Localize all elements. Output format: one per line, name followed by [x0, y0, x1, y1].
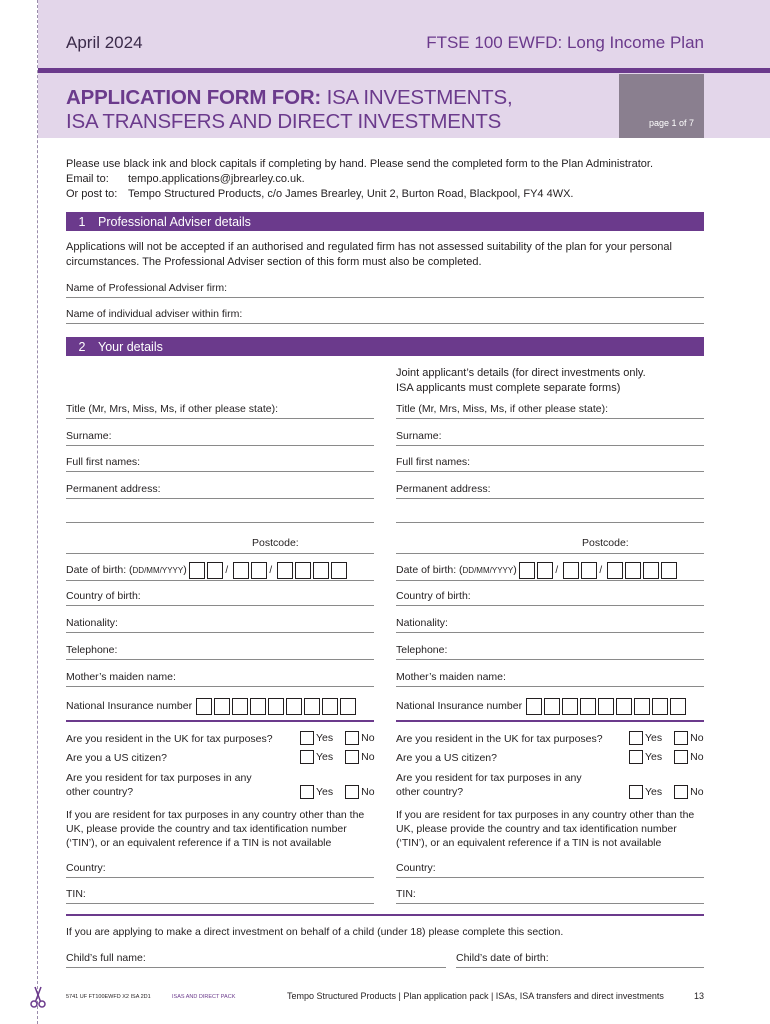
q-us-no-label: No [361, 751, 375, 763]
ni-box-7[interactable] [304, 698, 320, 715]
address-line-2[interactable] [66, 522, 374, 523]
email-label: Email to: [66, 173, 109, 185]
header-band [38, 68, 770, 73]
q-us-no-checkbox[interactable] [345, 750, 359, 764]
joint-country-of-birth-field[interactable]: Country of birth: [396, 589, 704, 606]
joint-dob-line [396, 580, 704, 581]
scissors-icon [30, 986, 46, 1008]
address-field[interactable]: Permanent address: [66, 482, 374, 499]
dob-day-box-2[interactable] [207, 562, 223, 579]
joint-tin-line3: (‘TIN’), or an equivalent reference if a TIN is not available [396, 837, 662, 849]
joint-ni-box-7[interactable] [634, 698, 650, 715]
joint-line2: ISA applicants must complete separate forms) [396, 382, 621, 394]
footer-company: Tempo Structured Products | Plan application pack | ISAs, ISA transfers and direct investments [287, 991, 664, 1001]
joint-q-us-yes-label: Yes [645, 751, 663, 763]
ni-box-1[interactable] [196, 698, 212, 715]
dob-year-box-4[interactable] [331, 562, 347, 579]
joint-q-other-options [629, 785, 704, 799]
ni-box-4[interactable] [250, 698, 266, 715]
joint-q-us-no-label: No [690, 751, 704, 763]
postcode-label: Postcode: [252, 537, 299, 549]
ni-number-field [66, 696, 356, 716]
ni-box-2[interactable] [214, 698, 230, 715]
dob-day-box-1[interactable] [189, 562, 205, 579]
section-2-bar [66, 337, 704, 356]
joint-applicant-heading [396, 366, 646, 396]
q-us-yes-checkbox[interactable] [300, 750, 314, 764]
q-other-yes-label: Yes [316, 786, 334, 798]
joint-line1: Joint applicant’s details (for direct investments only. [396, 367, 646, 379]
joint-dob-year-box-3[interactable] [643, 562, 659, 579]
email-address: tempo.applications@jbrearley.co.uk. [128, 173, 305, 185]
joint-surname-field[interactable]: Surname: [396, 429, 704, 446]
joint-tin-field[interactable]: TIN: [396, 887, 704, 904]
joint-address-line-2[interactable] [396, 522, 704, 523]
section-2-title: Your details [98, 339, 163, 354]
joint-dob-format: DD/MM/YYYY [462, 565, 514, 575]
joint-q-other-country [396, 771, 582, 799]
footer-code: 5741 UF FT100EWFD X2 ISA 2D1 [66, 994, 151, 1000]
dob-slash-1: / [225, 564, 229, 576]
joint-ni-label: National Insurance number [396, 700, 523, 712]
nationality-field[interactable]: Nationality: [66, 616, 374, 633]
dob-label: Date of birth: ( [66, 564, 133, 576]
joint-tin-instructions [396, 808, 708, 850]
joint-ni-box-8[interactable] [652, 698, 668, 715]
joint-tin-line2: UK, please provide the country and tax identification number [396, 823, 677, 835]
title-bold: APPLICATION FORM FOR: [66, 86, 322, 109]
joint-dob-day-box-2[interactable] [537, 562, 553, 579]
ni-label: National Insurance number [66, 700, 193, 712]
q-other-line1: Are you resident for tax purposes in any [66, 772, 252, 784]
joint-ni-box-6[interactable] [616, 698, 632, 715]
joint-q-other-line2: other country? [396, 786, 464, 798]
joint-q-other-no-label: No [690, 786, 704, 798]
tin-line1: If you are resident for tax purposes in any country other than the [66, 809, 365, 821]
q-other-no-checkbox[interactable] [345, 785, 359, 799]
surname-field[interactable]: Surname: [66, 429, 374, 446]
q-uk-yes-checkbox[interactable] [300, 731, 314, 745]
joint-dob-month-box-2[interactable] [581, 562, 597, 579]
child-dob-field[interactable]: Child’s date of birth: [456, 951, 704, 968]
post-address: Tempo Structured Products, c/o James Brearley, Unit 2, Burton Road, Blackpool, FY4 4WX. [128, 188, 574, 200]
joint-dob-year-box-2[interactable] [625, 562, 641, 579]
page-number-box [619, 74, 704, 138]
joint-q-us-citizen: Are you a US citizen? [396, 752, 497, 764]
adviser-firm-field[interactable]: Name of Professional Adviser firm: [66, 281, 704, 298]
joint-dob-month-box-1[interactable] [563, 562, 579, 579]
q-other-country [66, 771, 252, 799]
joint-ni-box-3[interactable] [562, 698, 578, 715]
dob-slash-2: / [269, 564, 273, 576]
ni-box-3[interactable] [232, 698, 248, 715]
joint-dob-year-box-4[interactable] [661, 562, 677, 579]
tin-field[interactable]: TIN: [66, 887, 374, 904]
ni-box-6[interactable] [286, 698, 302, 715]
joint-maiden-name-field[interactable]: Mother’s maiden name: [396, 670, 704, 687]
joint-tax-country-field[interactable]: Country: [396, 861, 704, 878]
cut-line [37, 0, 38, 1024]
dob-field [66, 560, 347, 580]
q-us-yes-label: Yes [316, 751, 334, 763]
joint-q-uk-no-label: No [690, 732, 704, 744]
ni-box-8[interactable] [322, 698, 338, 715]
joint-telephone-field[interactable]: Telephone: [396, 643, 704, 660]
joint-q-uk-yes-label: Yes [645, 732, 663, 744]
joint-ni-box-1[interactable] [526, 698, 542, 715]
joint-q-us-options [629, 750, 704, 764]
ni-box-9[interactable] [340, 698, 356, 715]
q-uk-no-checkbox[interactable] [345, 731, 359, 745]
tax-country-field[interactable]: Country: [66, 861, 374, 878]
joint-q-other-yes-checkbox[interactable] [629, 785, 643, 799]
joint-address-field[interactable]: Permanent address: [396, 482, 704, 499]
country-of-birth-field[interactable]: Country of birth: [66, 589, 374, 606]
section-1-number: 1 [78, 214, 86, 229]
post-label: Or post to: [66, 188, 118, 200]
dob-line [66, 580, 374, 581]
header-date: April 2024 [66, 33, 143, 52]
joint-postcode-label: Postcode: [582, 537, 629, 549]
footer-tag: ISAS AND DIRECT PACK [172, 994, 236, 1000]
joint-q-uk-yes-checkbox[interactable] [629, 731, 643, 745]
section-1-title: Professional Adviser details [98, 214, 251, 229]
child-name-field[interactable]: Child’s full name: [66, 951, 446, 968]
dob-close: ) [183, 564, 187, 576]
dob-year-box-3[interactable] [313, 562, 329, 579]
dob-month-box-2[interactable] [251, 562, 267, 579]
joint-q-us-yes-checkbox[interactable] [629, 750, 643, 764]
title-rest: ISA INVESTMENTS, [321, 86, 513, 109]
ni-rule [66, 720, 374, 722]
joint-ni-number-field [396, 696, 686, 716]
q-uk-yes-label: Yes [316, 732, 334, 744]
title-field[interactable]: Title (Mr, Mrs, Miss, Ms, if other please state): [66, 402, 374, 419]
joint-nationality-field[interactable]: Nationality: [396, 616, 704, 633]
page-indicator: page 1 of 7 [648, 118, 694, 128]
joint-tin-line1: If you are resident for tax purposes in any country other than the [396, 809, 695, 821]
joint-dob-slash-1: / [555, 564, 559, 576]
header-plan-name: FTSE 100 EWFD: Long Income Plan [426, 33, 704, 52]
joint-dob-close: ) [513, 564, 517, 576]
q-uk-resident: Are you resident in the UK for tax purposes? [66, 733, 273, 745]
joint-ni-rule [396, 720, 704, 722]
joint-dob-field [396, 560, 677, 580]
tin-line3: (‘TIN’), or an equivalent reference if a TIN is not available [66, 837, 332, 849]
dob-year-box-1[interactable] [277, 562, 293, 579]
child-section-rule [66, 914, 704, 916]
tin-instructions [66, 808, 378, 850]
joint-dob-year-box-1[interactable] [607, 562, 623, 579]
first-names-field[interactable]: Full first names: [66, 455, 374, 472]
joint-q-uk-no-checkbox[interactable] [674, 731, 688, 745]
q-other-options [300, 785, 375, 799]
joint-dob-label: Date of birth: ( [396, 564, 463, 576]
joint-dob-slash-2: / [599, 564, 603, 576]
maiden-name-field[interactable]: Mother’s maiden name: [66, 670, 374, 687]
joint-ni-box-2[interactable] [544, 698, 560, 715]
joint-ni-box-5[interactable] [598, 698, 614, 715]
intro-line1: Please use black ink and block capitals if completing by hand. Please send the completed form to the Plan Administrator. [66, 158, 653, 170]
intro-instructions [66, 157, 716, 202]
title-line2: ISA TRANSFERS AND DIRECT INVESTMENTS [66, 110, 502, 133]
footer-page-number: 13 [693, 991, 704, 1001]
dob-format: DD/MM/YYYY [132, 565, 184, 575]
joint-q-uk-resident: Are you resident in the UK for tax purposes? [396, 733, 603, 745]
q-us-citizen: Are you a US citizen? [66, 752, 167, 764]
tin-line2: UK, please provide the country and tax identification number [66, 823, 347, 835]
q-other-no-label: No [361, 786, 375, 798]
q-other-yes-checkbox[interactable] [300, 785, 314, 799]
section-2-number: 2 [78, 339, 86, 354]
telephone-field[interactable]: Telephone: [66, 643, 374, 660]
joint-postcode-line[interactable] [396, 553, 704, 554]
section-1-bar [66, 212, 704, 231]
page-title [66, 86, 512, 134]
q-uk-no-label: No [361, 732, 375, 744]
adviser-name-field[interactable]: Name of individual adviser within firm: [66, 307, 704, 324]
joint-title-field[interactable]: Title (Mr, Mrs, Miss, Ms, if other please state): [396, 402, 704, 419]
dob-year-box-2[interactable] [295, 562, 311, 579]
postcode-line[interactable] [66, 553, 374, 554]
joint-dob-day-box-1[interactable] [519, 562, 535, 579]
dob-month-box-1[interactable] [233, 562, 249, 579]
q-other-line2: other country? [66, 786, 134, 798]
joint-ni-box-9[interactable] [670, 698, 686, 715]
adviser-note: Applications will not be accepted if an authorised and regulated firm has not assessed suitability of the plan for your personal circumstances. The Professional Adviser section of this form must also be completed. [66, 241, 672, 268]
q-us-options [300, 750, 375, 764]
joint-q-us-no-checkbox[interactable] [674, 750, 688, 764]
child-note: If you are applying to make a direct investment on behalf of a child (under 18) please complete this section. [66, 926, 564, 938]
joint-q-other-no-checkbox[interactable] [674, 785, 688, 799]
joint-q-other-yes-label: Yes [645, 786, 663, 798]
joint-q-other-line1: Are you resident for tax purposes in any [396, 772, 582, 784]
ni-box-5[interactable] [268, 698, 284, 715]
joint-q-uk-options [629, 731, 704, 745]
joint-ni-box-4[interactable] [580, 698, 596, 715]
q-uk-options [300, 731, 375, 745]
joint-first-names-field[interactable]: Full first names: [396, 455, 704, 472]
